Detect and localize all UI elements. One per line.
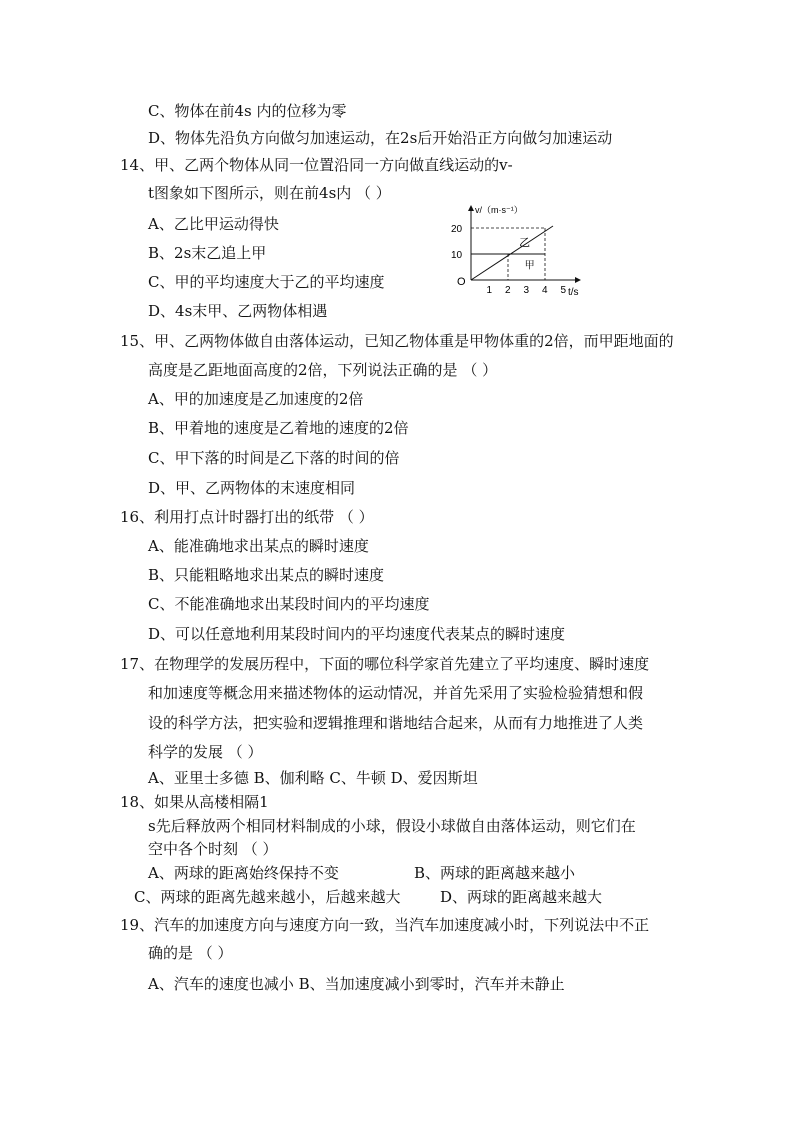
vt-graph [440,200,590,300]
x-tick-label: 2 [505,285,511,296]
q18-option-a: A、两球的距离始终保持不变 [148,864,339,882]
q16-option-b: B、只能粗略地求出某点的瞬时速度 [148,566,385,584]
x-axis-label: t/s [568,287,579,298]
x-tick-label: 4 [542,285,548,296]
q14-option-d: D、4s末甲、乙两物体相遇 [148,302,328,320]
q19-stem-line2: 确的是 （ ） [148,944,233,962]
q16-option-d: D、可以任意地利用某段时间内的平均速度代表某点的瞬时速度 [148,625,566,643]
x-tick-label: 3 [523,285,530,296]
q14-stem-line1: 14、甲、乙两个物体从同一位置沿同一方向做直线运动的v- [120,156,513,174]
q15-option-c: C、甲下落的时间是乙下落的时间的倍 [148,449,400,467]
q17-stem-line1: 17、在物理学的发展历程中，下面的哪位科学家首先建立了平均速度、瞬时速度 [120,655,650,673]
q14-option-a: A、乙比甲运动得快 [148,215,279,233]
q14-option-b: B、2s末乙追上甲 [148,244,267,262]
q18-option-c: C、两球的距离先越来越小，后越来越大 [134,888,401,906]
y-axis-label: v/（m·s⁻¹） [475,205,523,215]
q18-option-b: B、两球的距离越来越小 [414,864,576,882]
y-tick-label: 20 [451,224,463,235]
q16-option-a: A、能准确地求出某点的瞬时速度 [148,537,369,555]
q18-stem-line1: 18、如果从高楼相隔1 [120,793,269,811]
q17-stem-line2: 和加速度等概念用来描述物体的运动情况，并首先采用了实验检验猜想和假 [148,684,644,702]
q15-stem-line1: 15、甲、乙两物体做自由落体运动，已知乙物体重是甲物体重的2倍，而甲距地面的 [120,332,674,350]
q15-option-d: D、甲、乙两物体的末速度相同 [148,479,356,497]
q15-option-a: A、甲的加速度是乙加速度的2倍 [148,390,364,408]
q14-option-c: C、甲的平均速度大于乙的平均速度 [148,273,385,291]
q15-option-b: B、甲着地的速度是乙着地的速度的2倍 [148,419,409,437]
q13-option-c: C、物体在前4s 内的位移为零 [148,102,347,120]
q17-stem-line4: 科学的发展 （ ） [148,743,263,761]
series-line-yi [471,226,553,280]
q16-stem-line1: 16、利用打点计时器打出的纸带 （ ） [120,508,374,526]
q17-options: A、亚里士多德 B、伽利略 C、牛顿 D、爱因斯坦 [148,769,478,787]
series-label-jia: 甲 [524,260,535,272]
q19-stem-line1: 19、汽车的加速度方向与速度方向一致，当汽车加速度减小时，下列说法中不正 [120,916,650,934]
q13-option-d: D、物体先沿负方向做匀加速运动，在2s后开始沿正方向做匀加速运动 [148,129,613,147]
y-tick-label: 10 [451,250,463,261]
q17-stem-line3: 设的科学方法，把实验和逻辑推理和谐地结合起来，从而有力地推进了人类 [148,714,644,732]
q16-option-c: C、不能准确地求出某段时间内的平均速度 [148,595,430,613]
q14-stem-line2: t图象如下图所示，则在前4s内 （ ） [148,184,391,202]
q19-options-ab: A、汽车的速度也减小 B、当加速度减小到零时，汽车并未静止 [148,975,565,993]
series-label-yi: 乙 [519,237,531,250]
q18-option-d: D、两球的距离越来越大 [440,888,603,906]
x-tick-label: 5 [560,285,567,296]
q18-stem-line3: 空中各个时刻 （ ） [148,840,278,858]
q18-stem-line2: s先后释放两个相同材料制成的小球，假设小球做自由落体运动，则它们在 [148,817,636,835]
q15-stem-line2: 高度是乙距地面高度的2倍，下列说法正确的是 （ ） [148,361,498,379]
x-tick-label: 1 [486,285,493,296]
origin-label: O [457,276,466,288]
